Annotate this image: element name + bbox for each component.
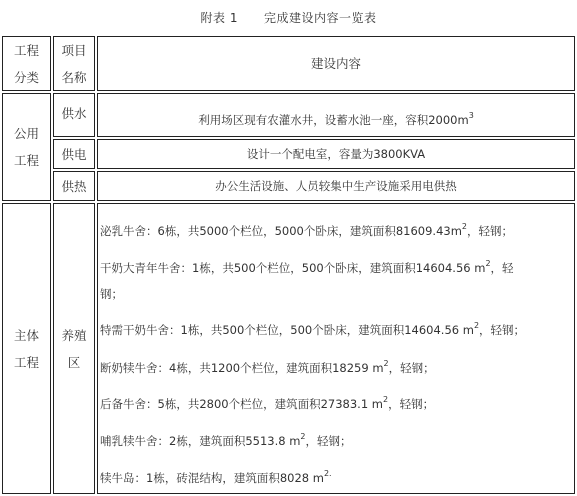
breeding-content-cell: [97, 203, 575, 494]
main-category-line1: 主体: [13, 327, 39, 343]
header-item-line2: 名称: [61, 69, 87, 85]
public-category-cell: [2, 93, 51, 201]
barn-line-replacement: 后备牛舍：5栋，共2800个栏位，建筑面积27383.1 $m^2$，轻钢；: [100, 395, 435, 411]
water-supply-name-cell: [53, 93, 95, 137]
water-supply-unit-sup: 3: [468, 111, 474, 120]
heating-name: 供热: [61, 178, 87, 194]
power-supply-content: 设计一个配电室，容量为3800KVA: [246, 147, 426, 161]
water-supply-text: 利用场区现有农灌水井，设蓄水池一座，容积2000m: [198, 113, 469, 127]
barn-line-dry-heifer: 干奶大青年牛舍：1栋，共500个栏位，500个卧床，建筑面积14604.56 $m^2$，轻: [100, 259, 514, 275]
water-supply-content: [198, 112, 474, 128]
heating-name-cell: [53, 171, 95, 201]
public-category-line2: 工程: [13, 153, 39, 168]
caption-prefix: 附表 1: [200, 11, 238, 25]
barn-line-lactating: 泌乳牛舍：6栋，共5000个栏位，5000个卧床，建筑面积$81609.43m^2$，轻钢；: [100, 222, 514, 238]
main-category-cell: [2, 203, 51, 494]
main-category-line2: 工程: [13, 354, 39, 370]
header-item-cell: [53, 36, 95, 91]
header-category-cell: [2, 36, 51, 91]
barn-line-special-dry: 特需干奶牛舍：1栋，共500个栏位，500个卧床，建筑面积14604.56 $m^2$，轻钢；: [100, 321, 526, 337]
power-supply-content-cell: [97, 139, 575, 169]
power-supply-name-cell: [53, 139, 95, 169]
heating-content-cell: [97, 171, 575, 201]
power-supply-name: 供电: [61, 146, 87, 162]
barn-line-nursing-calf: 哺乳犊牛舍：2栋，建筑面积5513.8 $m^2$，轻钢；: [100, 432, 352, 448]
water-supply-content-cell: [97, 93, 575, 137]
breeding-area-line1: 养殖: [61, 327, 87, 343]
header-content-cell: [97, 36, 575, 91]
barn-line-dry-heifer-cont: 钢；: [100, 287, 123, 301]
breeding-area-line2: 区: [67, 354, 81, 370]
header-category-line1: 工程: [13, 42, 39, 58]
barn-line-weaned-calf: 断奶犊牛舍：4栋，共1200个栏位，建筑面积18259 $m^2$，轻钢；: [100, 359, 435, 375]
heating-content: 办公生活设施、人员较集中生产设施采用电供热: [215, 179, 457, 193]
caption-text: 完成建设内容一览表: [263, 11, 377, 25]
table-caption: [0, 9, 577, 26]
barn-line-calf-island: 犊牛岛：1栋，砖混结构，建筑面积8028 $m^{2.}$: [100, 469, 332, 485]
header-item-line1: 项目: [61, 42, 87, 58]
header-category-line2: 分类: [13, 69, 39, 85]
header-content-label: 建设内容: [310, 56, 361, 71]
public-category-line1: 公用: [13, 126, 39, 141]
breeding-area-cell: [53, 203, 95, 494]
water-supply-name: 供水: [61, 106, 87, 121]
